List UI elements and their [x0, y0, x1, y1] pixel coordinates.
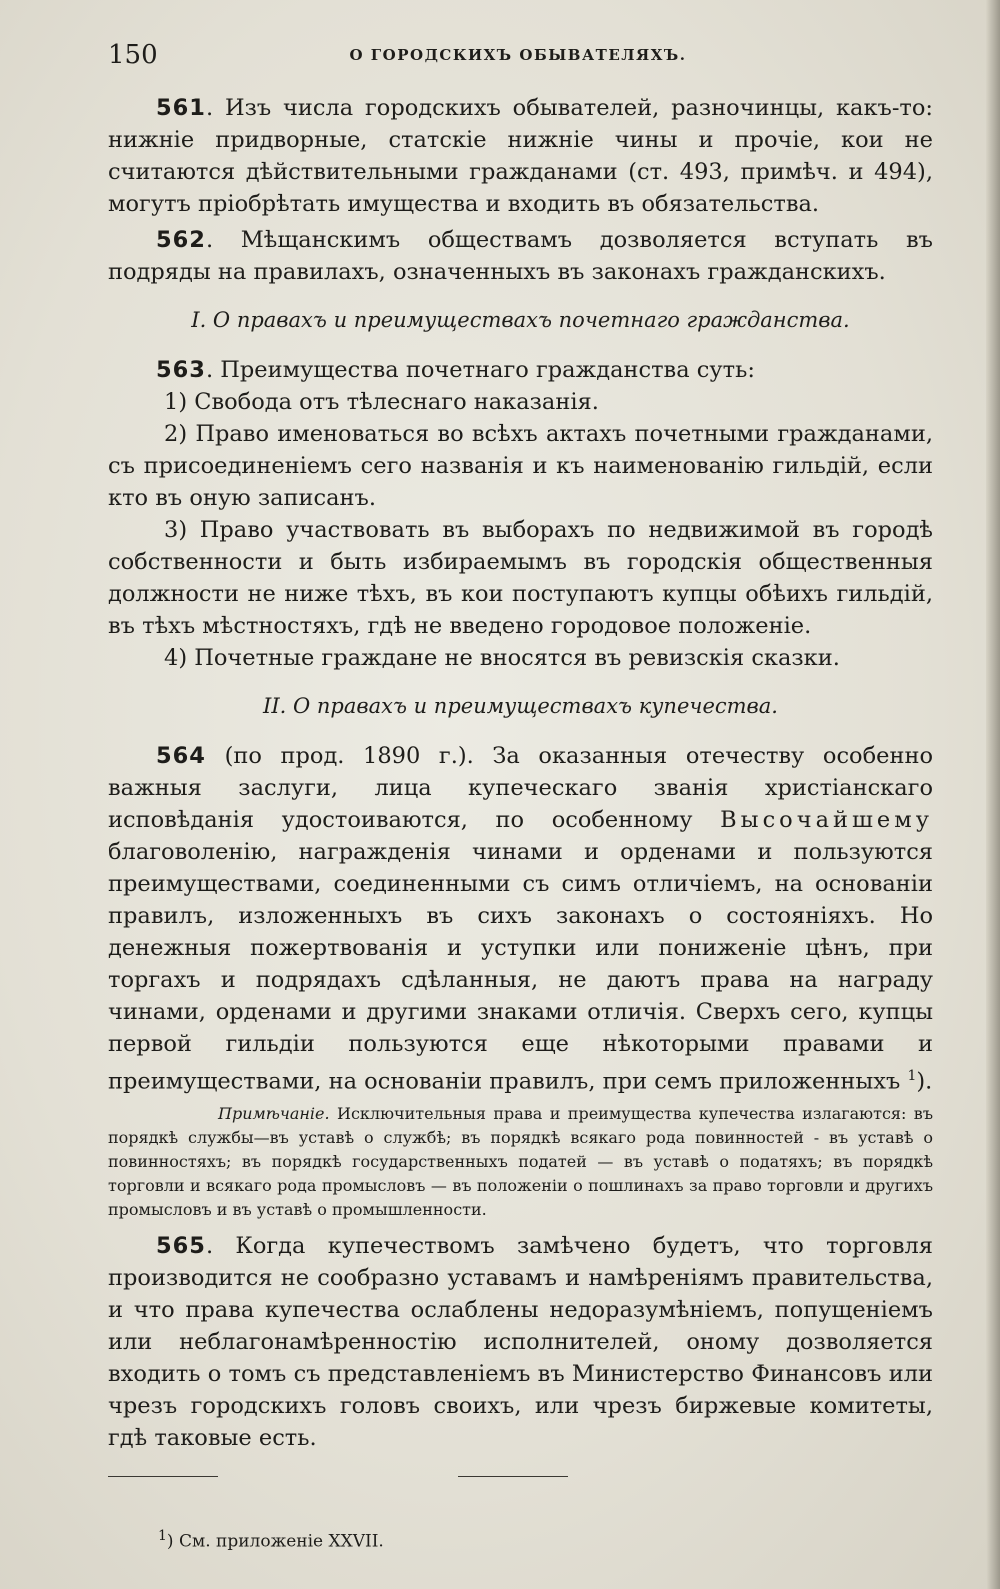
article-text: . Мѣщанскимъ обществамъ дозволяется вступать въ подряды на правилахъ, означенныхъ въ законахъ гражданскихъ. — [108, 227, 933, 285]
article-emphasis: Высочайшему — [720, 807, 933, 833]
article-text: . Когда купечествомъ замѣчено будетъ, что торговля производится не сообразно уставамъ и намѣреніямъ правительства, и что права купечества ослаблены недоразумѣніемъ, попущеніемъ или неблагонамѣренностію исполнителей, оному дозволяется входить о томъ съ представленіемъ въ Министерство Финансовъ или чрезъ городскихъ головъ своихъ, или чрезъ биржевые комитеты, гдѣ таковые есть. — [108, 1232, 933, 1451]
footnote-reference[interactable]: 1 — [907, 1068, 917, 1084]
article-text: . Изъ числа городскихъ обывателей, разночинцы, какъ-то: нижніе придворные, статскіе нижніе чины и прочіе, кои не считаются дѣйствительными гражданами (ст. 493, примѣч. и 494), могутъ пріобрѣтать имущества и входить въ обязательства. — [108, 95, 933, 217]
note-label: Примѣчаніе. — [218, 1103, 330, 1123]
book-spine-shadow — [986, 0, 1000, 1589]
article-number: 562 — [156, 227, 206, 253]
article-564 — [108, 740, 933, 1098]
footnote — [108, 1524, 933, 1554]
page-body — [108, 92, 933, 1553]
article-563-item-2: 2) Право именоваться во всѣхъ актахъ почетными гражданами, съ присоединеніемъ сего названія и къ наименованію гильдій, если кто въ оную записанъ. — [108, 421, 933, 511]
section-heading-1: I. О правахъ и преимуществахъ почетнаго гражданства. — [191, 308, 850, 332]
article-text-end: ). — [916, 1068, 933, 1095]
article-text-a: (по прод. 1890 г.). За оказанныя отечеству особенно важныя заслуги, лица купеческаго званія христіанскаго исповѣданія удостоиваются, по особенному — [108, 743, 933, 833]
article-563-item-1: 1) Свобода отъ тѣлеснаго наказанія. — [164, 389, 599, 415]
page-header — [108, 40, 928, 80]
note-text: Исключительныя права и преимущества купечества излагаются: въ порядкѣ службы—въ уставѣ о службѣ; въ порядкѣ всякаго рода повинностей - въ уставѣ о повинностяхъ; въ порядкѣ государственныхъ податей — въ уставѣ о податяхъ; въ порядкѣ торговли и всякаго рода промысловъ — въ положеніи о пошлинахъ за право торговли и другихъ промысловъ и въ уставѣ о промышленности. — [108, 1103, 933, 1219]
article-text-b: благоволенію, награжденія чинами и орденами и пользуются преимуществами, соединенными съ симъ отличіемъ, на основаніи правилъ, изложенныхъ въ сихъ законахъ о состояніяхъ. Но денежныя пожертвованія и уступки или пониженіе цѣнъ, при торгахъ и подрядахъ сдѣланныя, не даютъ права на награду чинами, орденами и другими знаками отличія. Сверхъ сего, купцы первой гильдіи пользуются еще нѣкоторыми правами и преимуществами, на основаніи правилъ, при семъ приложенныхъ — [108, 839, 933, 1095]
article-number: 561 — [156, 95, 206, 121]
running-title: О ГОРОДСКИХЪ ОБЫВАТЕЛЯХЪ. — [349, 46, 687, 64]
article-number: 563 — [156, 357, 206, 383]
footnote-text: ) См. приложеніе XXVII. — [166, 1531, 384, 1552]
footnote-mark: 1 — [158, 1527, 167, 1544]
separator-rule-left — [108, 1476, 218, 1477]
separator-rule-middle — [458, 1476, 568, 1477]
section-heading-2: II. О правахъ и преимуществахъ купечества. — [263, 694, 778, 718]
article-564-note — [108, 1102, 933, 1222]
article-563-item-3: 3) Право участвовать въ выборахъ по недвижимой въ городѣ собственности и быть избираемымъ въ городскія общественныя должности не ниже тѣхъ, въ кои поступаютъ купцы обѣихъ гильдій, въ тѣхъ мѣстностяхъ, гдѣ не введено городовое положеніе. — [108, 517, 933, 639]
article-565 — [108, 1230, 933, 1454]
footnote-separator — [108, 1476, 933, 1496]
article-561 — [108, 92, 933, 220]
article-number: 565 — [156, 1232, 206, 1259]
article-562 — [108, 224, 933, 288]
article-563-item-4: 4) Почетные граждане не вносятся въ ревизскія сказки. — [164, 645, 840, 671]
page-number: 150 — [108, 40, 158, 70]
article-563 — [108, 354, 933, 386]
article-number: 564 — [156, 743, 206, 769]
article-text: . Преимущества почетнаго гражданства суть: — [205, 357, 755, 383]
